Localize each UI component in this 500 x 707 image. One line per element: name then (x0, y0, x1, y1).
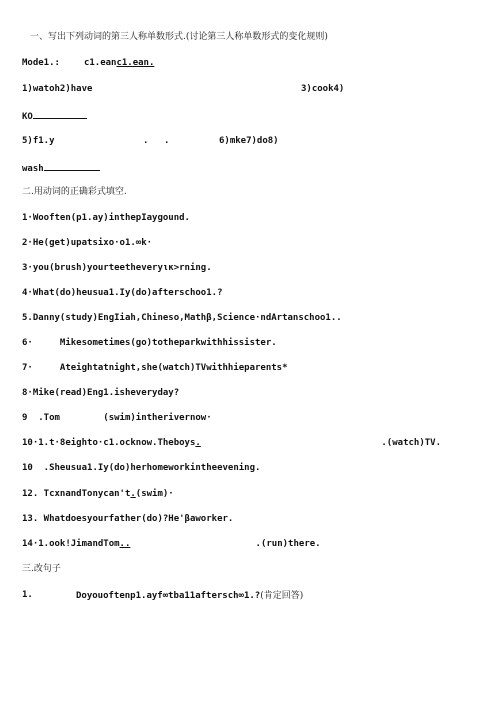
row1-right: 3)cook4) (301, 84, 345, 94)
rewrite-item-1 (76, 589, 303, 602)
model-label: Mode1.: (22, 58, 60, 68)
fill-item-3: 3·you(brush)yourteetheveryιк>rning. (22, 263, 212, 273)
fill-item-1: 1·Wooften(p1.ay)inthepIaygound. (22, 213, 190, 223)
fill-item-5: 5.Danny(study)EngIiah,Chineso,Mathβ,Science·ndArtanschoo1.. (22, 313, 342, 323)
rewrite-item-1-text: Doyouoftenp1.ayf∞tba11aftersch∞1.? (76, 591, 261, 601)
fill-item-13: 13. Whatdoesyourfather(do)?He'βaworker. (22, 514, 234, 524)
fill-item-7: 7· Ateightatnight,she(watch)TVwithhieparents* (22, 363, 288, 373)
fill-item-14 (22, 538, 321, 550)
fill-item-10b: 10 .Sheusua1.Iy(do)herhomeworkintheevening. (22, 463, 261, 473)
row3-c: . (164, 136, 170, 146)
row2-answer-blank[interactable] (33, 109, 87, 119)
fill-item-9: 9 .Tom (swim)intherivernow· (22, 413, 212, 423)
item14-answer-blank[interactable]: .. (119, 539, 131, 549)
item12-end: (swim)· (135, 489, 174, 499)
fill-item-6: 6· Mikesometimes(go)totheparkwithhissister. (22, 338, 277, 348)
item10-end: .(watch)TV. (381, 438, 441, 448)
row1-left: 1)watoh2)have (22, 84, 93, 94)
section2-title: 二.用动词的正确彩式填空. (22, 187, 127, 197)
row3-a: 5)f1.y (22, 136, 55, 146)
section1-title: 一、写出下列动词的第三人称单数形式.(讨论第三人称单数形式的变化规则) (30, 32, 328, 42)
row4-word: wash (22, 164, 44, 174)
fill-item-8: 8·Mike(read)Eng1.isheveryday? (22, 388, 180, 398)
row4-answer-blank[interactable] (44, 161, 100, 171)
fill-item-10 (22, 437, 441, 449)
row2-word: KO (22, 112, 33, 122)
row3-d: 6)mke7)do8) (219, 136, 279, 146)
model-word: c1.ean (83, 58, 117, 68)
section3-title: 三.改句子 (22, 564, 61, 574)
model-line (22, 57, 154, 69)
model-answer: c1.ean. (116, 58, 155, 68)
item14-end: .(run)there. (255, 539, 321, 549)
fill-item-12 (22, 488, 174, 500)
rewrite-item-1-number: 1. (22, 590, 33, 600)
row2 (22, 109, 87, 123)
item10-answer-blank[interactable]: . (195, 438, 201, 448)
row4 (22, 161, 100, 175)
fill-item-2: 2·He(get)upatsixo·o1.∞k· (22, 238, 153, 248)
item12-text: 12. TcxnandTonycan't (22, 489, 131, 499)
fill-item-4: 4·What(do)heusua1.Iy(do)afterschoo1.? (22, 288, 223, 298)
row3-b: . (143, 136, 149, 146)
rewrite-item-1-note: (肯定回答) (260, 591, 304, 601)
item12-answer-blank[interactable]: . (130, 489, 136, 499)
item10-text: 10·1.t·8eighto·c1.ocknow.Theboys (22, 438, 196, 448)
item14-text: 14·1.ook!JimandTom (22, 539, 120, 549)
